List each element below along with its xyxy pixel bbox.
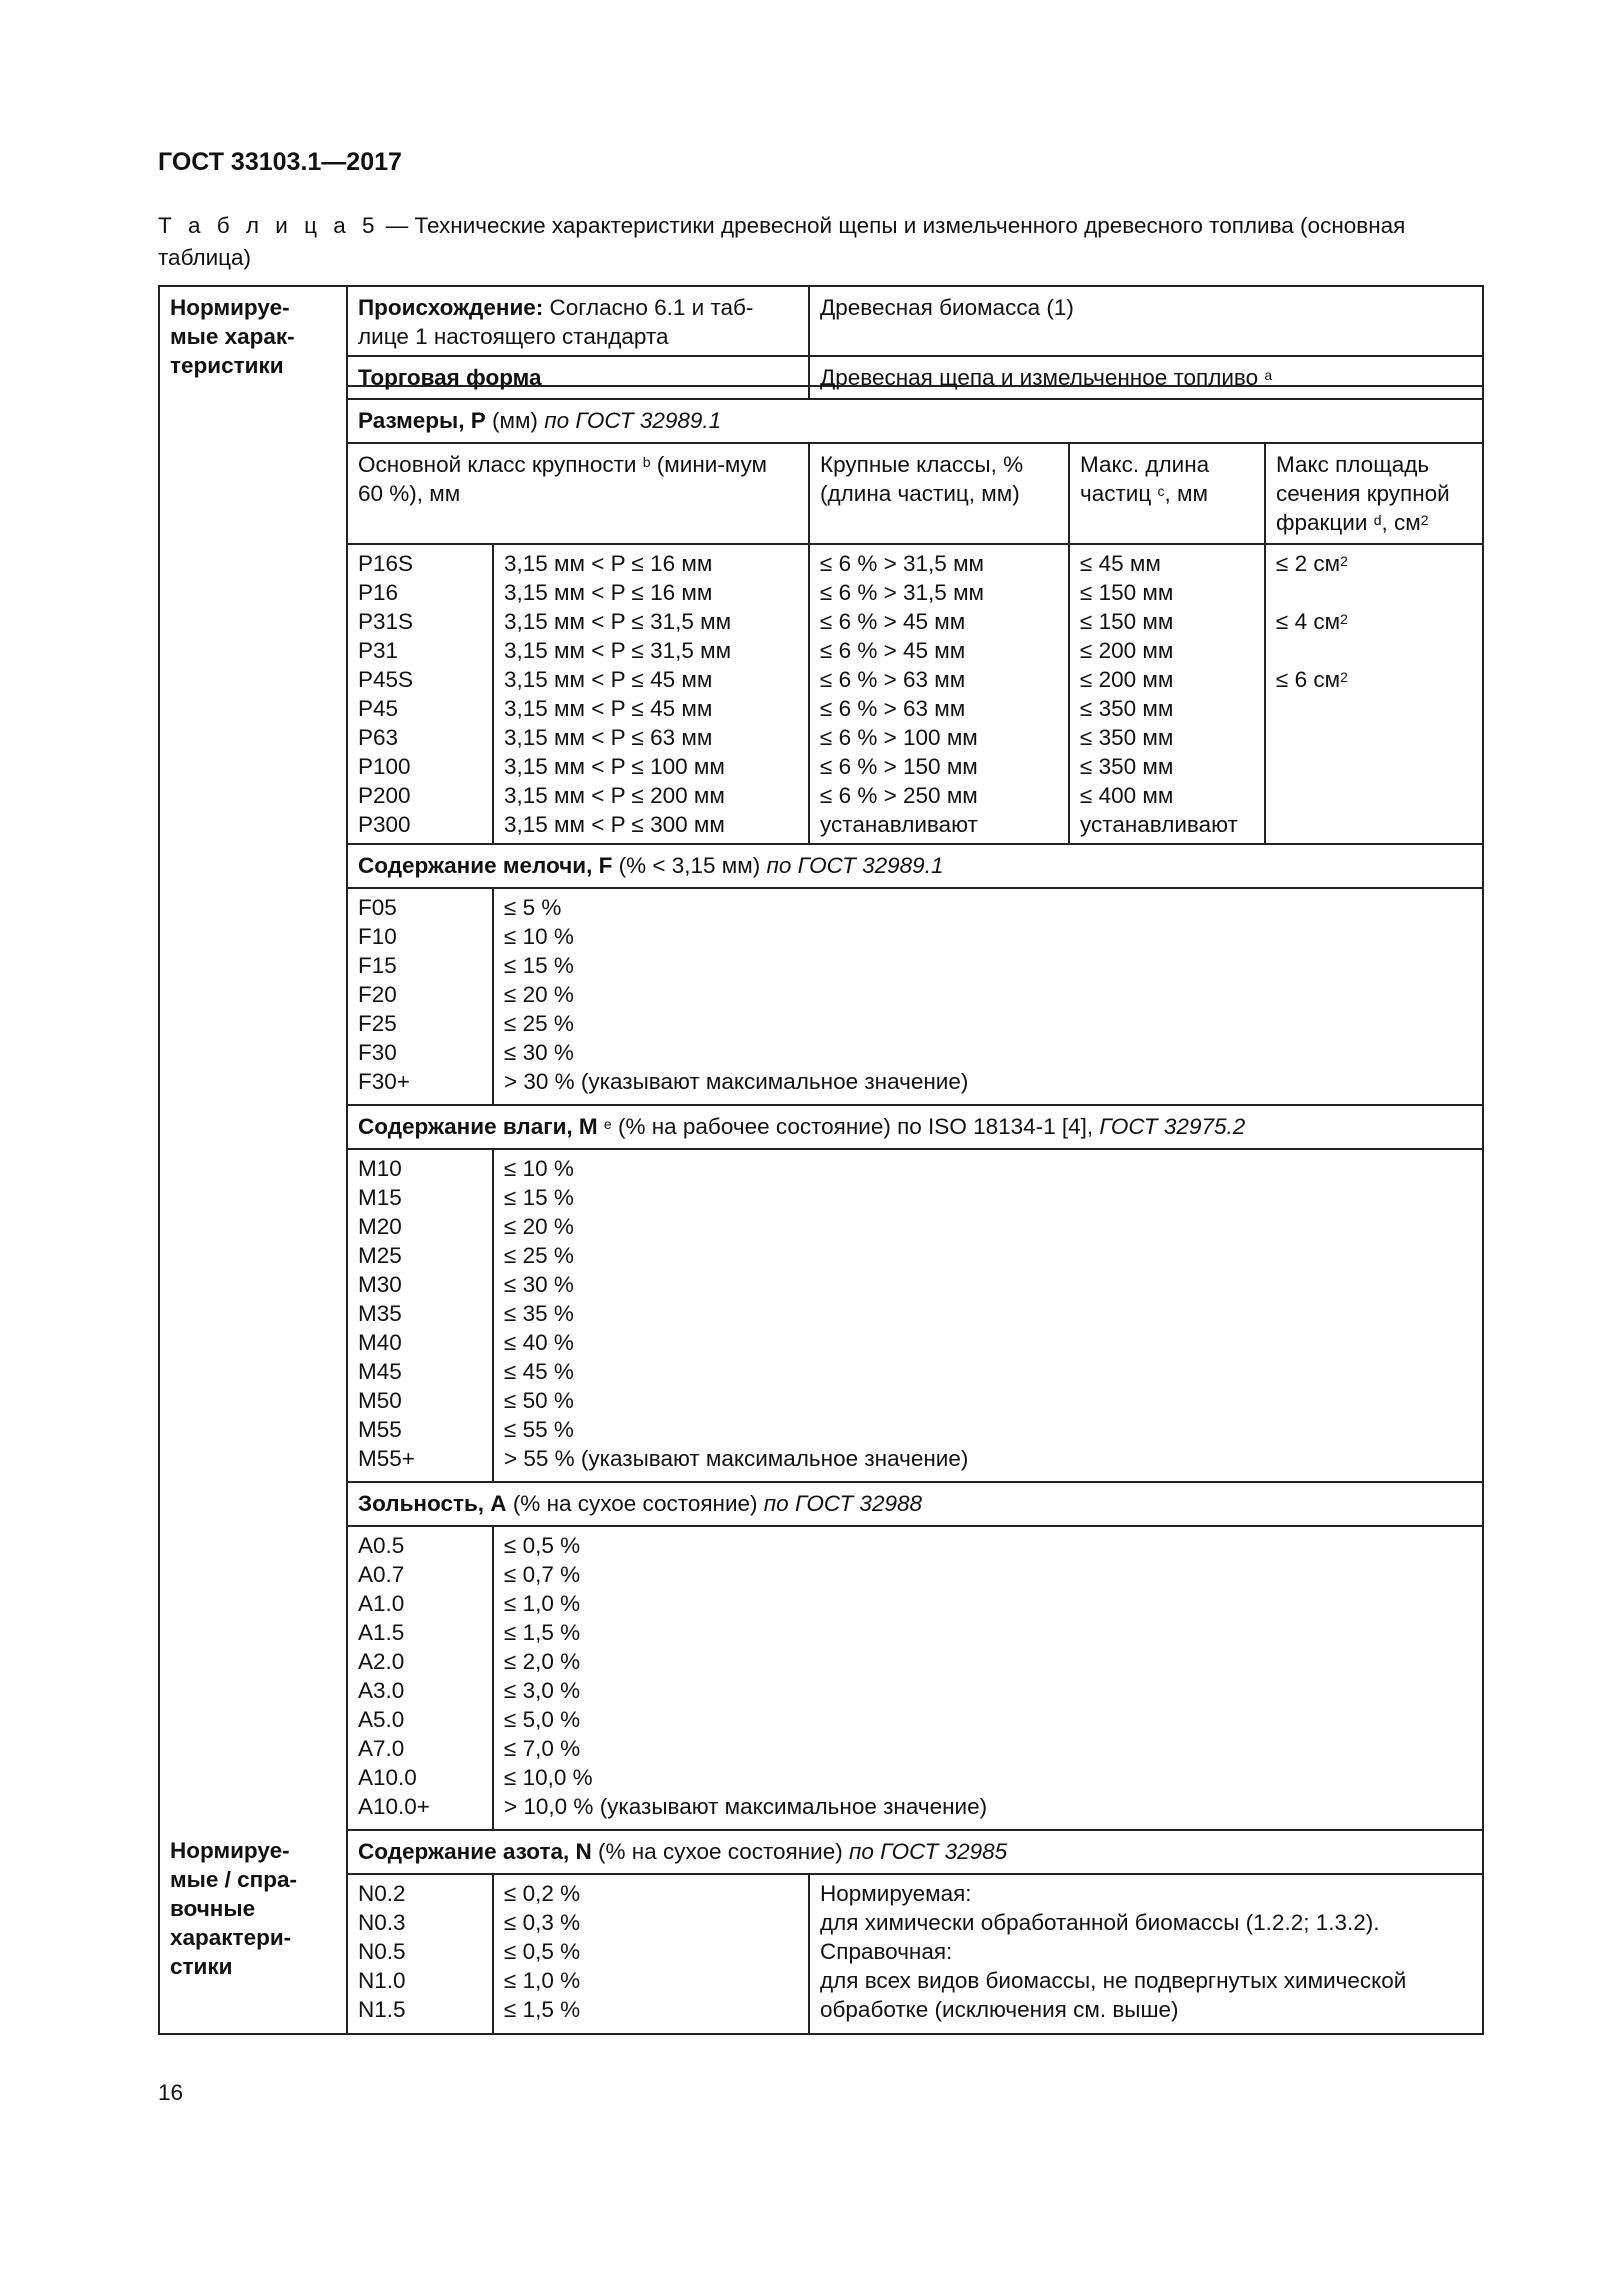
table-row (159, 544, 1483, 844)
h1-sup: b (642, 454, 651, 470)
list-item (504, 752, 798, 781)
list-item (1276, 723, 1472, 752)
list-item (820, 781, 1058, 810)
sq-sup: 2 (1340, 553, 1348, 569)
page-number: 16 (158, 2080, 184, 2105)
sq-sup: 2 (1340, 669, 1348, 685)
list-item (1080, 636, 1254, 665)
list-item (504, 810, 798, 839)
moist-title-standard: ГОСТ 32975.2 (1099, 1114, 1246, 1139)
list-item: A2.0 (358, 1649, 405, 1674)
table-row (159, 1105, 1483, 1149)
list-item (1080, 607, 1254, 636)
side-spacer (159, 443, 347, 544)
list-item (358, 810, 482, 839)
spec-table-body (158, 355, 1484, 2035)
nitro-title-bold: Содержание азота, N (358, 1839, 592, 1864)
list-item (1276, 781, 1472, 810)
list-item: > 10,0 % (указывают максимальное значение) (504, 1794, 988, 1819)
size-cell: ≤ 6 см (1276, 667, 1341, 692)
list-item (820, 665, 1058, 694)
size-cell: 3,15 мм < P ≤ 100 мм (504, 754, 725, 779)
size-col-0 (347, 544, 493, 844)
list-item: A1.5 (358, 1620, 405, 1645)
list-item: для всех видов биомассы, не подвергнутых химической (820, 1968, 1407, 1993)
table-row (159, 1526, 1483, 1830)
list-item (820, 723, 1058, 752)
ash-title-unit: (% на сухое состояние) (506, 1491, 764, 1516)
moist-title-bold: Содержание влаги, М (358, 1114, 604, 1139)
size-col-1 (493, 544, 809, 844)
size-cell: ≤ 400 мм (1080, 783, 1174, 808)
list-item (358, 549, 482, 578)
list-item: M20 (358, 1214, 402, 1239)
list-item: для химически обработанной биомассы (1.2.2; 1.3.2). (820, 1910, 1380, 1935)
list-item: M40 (358, 1330, 402, 1355)
size-header-maxlen (1069, 443, 1265, 544)
side-spacer (159, 1105, 347, 1149)
list-item: A10.0 (358, 1765, 417, 1790)
list-item: ≤ 0,2 % (504, 1881, 581, 1906)
ash-values (493, 1526, 1483, 1830)
size-col-2 (809, 544, 1069, 844)
list-item: > 55 % (указывают максимальное значение) (504, 1446, 969, 1471)
list-item: A5.0 (358, 1707, 405, 1732)
table-row (159, 888, 1483, 1105)
size-cell: ≤ 150 мм (1080, 609, 1174, 634)
table-row (159, 399, 1483, 443)
list-item: ≤ 5 % (504, 895, 562, 920)
list-item: ≤ 0,7 % (504, 1562, 581, 1587)
side-spacer (159, 1482, 347, 1526)
size-cell: 3,15 мм < P ≤ 200 мм (504, 783, 725, 808)
side-spacer (159, 544, 347, 844)
trade-label: Торговая форма (347, 356, 809, 399)
list-item: M55+ (358, 1446, 415, 1471)
h3: Макс. длина частиц (1080, 452, 1210, 506)
list-item (504, 781, 798, 810)
fines-codes (347, 888, 493, 1105)
h4-sup2: 2 (1420, 512, 1429, 528)
document-header: ГОСТ 33103.1—2017 (158, 148, 402, 176)
list-item: M50 (358, 1388, 402, 1413)
size-cell: ≤ 200 мм (1080, 638, 1174, 663)
size-cell: P31S (358, 609, 414, 634)
list-item: F30 (358, 1040, 397, 1065)
list-item: ≤ 5,0 % (504, 1707, 581, 1732)
table-row (159, 1830, 1483, 1874)
side-spacer (159, 888, 347, 1105)
size-cell: ≤ 200 мм (1080, 667, 1174, 692)
list-item (358, 636, 482, 665)
size-cell: P300 (358, 812, 411, 837)
origin-label: Происхождение: (358, 295, 544, 320)
table-caption (158, 210, 1488, 274)
list-item: M35 (358, 1301, 402, 1326)
list-item: M25 (358, 1243, 402, 1268)
side-spacer (159, 399, 347, 443)
list-item: M15 (358, 1185, 402, 1210)
side-spacer (159, 1149, 347, 1482)
list-item (1080, 578, 1254, 607)
caption-text: — Технические характеристики древесной щепы и измельченного древесного топлива (основная таблица) (158, 213, 1406, 270)
list-item (504, 578, 798, 607)
list-item: ≤ 0,5 % (504, 1533, 581, 1558)
size-col-4 (1265, 544, 1483, 844)
list-item (1276, 694, 1472, 723)
list-item: A1.0 (358, 1591, 405, 1616)
list-item: A7.0 (358, 1736, 405, 1761)
list-item (1080, 694, 1254, 723)
list-item (358, 781, 482, 810)
size-cell: P45 (358, 696, 399, 721)
list-item: ≤ 1,5 % (504, 1997, 581, 2022)
size-cell: 3,15 мм < P ≤ 300 мм (504, 812, 725, 837)
size-cell: ≤ 150 мм (1080, 580, 1174, 605)
list-item: N1.0 (358, 1968, 406, 1993)
list-item: ≤ 0,3 % (504, 1910, 581, 1935)
side-spacer (159, 844, 347, 888)
side-label-normed: Нормируе-мые харак-теристики (159, 286, 347, 386)
list-item: N0.5 (358, 1939, 406, 1964)
list-item (358, 694, 482, 723)
list-item: ≤ 30 % (504, 1272, 574, 1297)
h4-end: , см (1381, 510, 1421, 535)
h4: Макс площадь сечения крупной фракции (1276, 452, 1450, 535)
moist-title-unit: (% на рабочее состояние) по ISO 18134-1 [4], (611, 1114, 1100, 1139)
list-item (1080, 781, 1254, 810)
nitro-title-standard: по ГОСТ 32985 (848, 1839, 1008, 1864)
size-header-coarse: Крупные классы, % (длина частиц, мм) (809, 443, 1069, 544)
size-title-unit: (мм) (485, 408, 545, 433)
list-item: ≤ 1,0 % (504, 1968, 581, 1993)
caption-label: Т а б л и ц а 5 (158, 213, 380, 238)
list-item: ≤ 20 % (504, 1214, 574, 1239)
table-row (159, 1874, 1483, 2034)
size-cell: устанавливают (820, 812, 978, 837)
nitro-values (493, 1874, 809, 2034)
size-cell: ≤ 6 % > 63 мм (820, 696, 966, 721)
fines-values (493, 888, 1483, 1105)
size-header-area (1265, 443, 1483, 544)
list-item (1080, 665, 1254, 694)
h3-sup: c (1157, 483, 1165, 499)
list-item: A0.7 (358, 1562, 405, 1587)
list-item (820, 694, 1058, 723)
size-cell: ≤ 6 % > 45 мм (820, 609, 966, 634)
h3-end: , мм (1164, 481, 1208, 506)
list-item: Справочная: (820, 1939, 953, 1964)
size-cell: 3,15 мм < P ≤ 31,5 мм (504, 638, 732, 663)
trade-value-cell (809, 356, 1483, 399)
list-item: ≤ 25 % (504, 1011, 574, 1036)
nitro-title-unit: (% на сухое состояние) (591, 1839, 849, 1864)
side-spacer (159, 356, 347, 399)
moist-codes (347, 1149, 493, 1482)
fines-title-bold: Содержание мелочи, F (358, 853, 613, 878)
list-item: ≤ 0,5 % (504, 1939, 581, 1964)
list-item (820, 636, 1058, 665)
list-item: F10 (358, 924, 397, 949)
nitro-codes (347, 1874, 493, 2034)
list-item: Нормируемая: (820, 1881, 972, 1906)
table-row (159, 1149, 1483, 1482)
size-cell: ≤ 6 % > 45 мм (820, 638, 966, 663)
list-item: M30 (358, 1272, 402, 1297)
list-item (820, 578, 1058, 607)
list-item: ≤ 40 % (504, 1330, 574, 1355)
list-item: ≤ 25 % (504, 1243, 574, 1268)
moist-sup: е (603, 1116, 612, 1132)
table-row (159, 356, 1483, 399)
nitro-notes (809, 1874, 1483, 2034)
list-item: > 30 % (указывают максимальное значение) (504, 1069, 969, 1094)
list-item: ≤ 30 % (504, 1040, 574, 1065)
list-item (1276, 636, 1472, 665)
size-cell: ≤ 350 мм (1080, 696, 1174, 721)
list-item: ≤ 10 % (504, 924, 574, 949)
list-item (504, 723, 798, 752)
list-item: A10.0+ (358, 1794, 430, 1819)
moist-values (493, 1149, 1483, 1482)
sq-sup: 2 (1340, 611, 1348, 627)
list-item (358, 723, 482, 752)
size-header-main (347, 443, 809, 544)
side-label-ref: Нормируе-мые / спра-вочные характери-стики (159, 1830, 347, 2034)
size-cell: P100 (358, 754, 411, 779)
size-title-standard: по ГОСТ 32989.1 (544, 408, 722, 433)
list-item: ≤ 10 % (504, 1156, 574, 1181)
list-item (358, 607, 482, 636)
list-item (1276, 810, 1472, 839)
size-cell: 3,15 мм < P ≤ 63 мм (504, 725, 713, 750)
size-cell: ≤ 6 % > 250 мм (820, 783, 978, 808)
size-cell: P63 (358, 725, 399, 750)
list-item: ≤ 35 % (504, 1301, 574, 1326)
list-item: ≤ 10,0 % (504, 1765, 593, 1790)
list-item: ≤ 2,0 % (504, 1649, 581, 1674)
list-item (1080, 549, 1254, 578)
size-cell: 3,15 мм < P ≤ 16 мм (504, 551, 713, 576)
ash-codes (347, 1526, 493, 1830)
list-item: F20 (358, 982, 397, 1007)
fines-title (347, 844, 1483, 888)
list-item (504, 636, 798, 665)
list-item: обработке (исключения см. выше) (820, 1997, 1179, 2022)
size-cell: 3,15 мм < P ≤ 31,5 мм (504, 609, 732, 634)
list-item (1080, 752, 1254, 781)
list-item: ≤ 45 % (504, 1359, 574, 1384)
size-cell: ≤ 45 мм (1080, 551, 1161, 576)
list-item (504, 549, 798, 578)
size-cell: ≤ 6 % > 63 мм (820, 667, 966, 692)
ash-title-standard: по ГОСТ 32988 (763, 1491, 922, 1516)
trade-value: Древесная щепа и измельченное топливо (820, 365, 1265, 390)
size-cell: P16S (358, 551, 414, 576)
size-cell: P31 (358, 638, 399, 663)
trade-sup: a (1264, 367, 1273, 383)
size-cell: ≤ 6 % > 31,5 мм (820, 580, 985, 605)
size-cell: ≤ 6 % > 100 мм (820, 725, 978, 750)
ash-title (347, 1482, 1483, 1526)
list-item: ≤ 55 % (504, 1417, 574, 1442)
size-cell: ≤ 6 % > 31,5 мм (820, 551, 985, 576)
size-cell: 3,15 мм < P ≤ 45 мм (504, 667, 713, 692)
size-title-bold: Размеры, Р (358, 408, 486, 433)
ash-title-bold: Зольность, А (358, 1491, 507, 1516)
list-item: N0.3 (358, 1910, 406, 1935)
list-item (1276, 665, 1472, 694)
size-cell: устанавливают (1080, 812, 1238, 837)
fines-title-standard: по ГОСТ 32989.1 (766, 853, 944, 878)
size-cell: ≤ 4 см (1276, 609, 1341, 634)
nitro-title (347, 1830, 1483, 1874)
list-item (1276, 607, 1472, 636)
list-item: ≤ 7,0 % (504, 1736, 581, 1761)
size-col-3 (1069, 544, 1265, 844)
list-item: ≤ 1,0 % (504, 1591, 581, 1616)
size-cell: 3,15 мм < P ≤ 16 мм (504, 580, 713, 605)
h4-sup: d (1373, 512, 1382, 528)
list-item (820, 607, 1058, 636)
list-item: F05 (358, 895, 397, 920)
list-item: ≤ 50 % (504, 1388, 574, 1413)
h1: Основной класс крупности (358, 452, 643, 477)
fines-title-unit: (% < 3,15 мм) (612, 853, 767, 878)
size-cell: P45S (358, 667, 414, 692)
origin-value: Древесная биомасса (1) (809, 286, 1483, 386)
list-item: ≤ 20 % (504, 982, 574, 1007)
list-item (1080, 810, 1254, 839)
list-item (1080, 723, 1254, 752)
size-cell: P200 (358, 783, 411, 808)
list-item: ≤ 15 % (504, 953, 574, 978)
list-item (1276, 752, 1472, 781)
list-item (504, 607, 798, 636)
size-cell: P16 (358, 580, 399, 605)
list-item: M55 (358, 1417, 402, 1442)
h1-end: (мини-мум 60 %), мм (358, 452, 768, 506)
list-item: ≤ 1,5 % (504, 1620, 581, 1645)
list-item: ≤ 15 % (504, 1185, 574, 1210)
list-item (1276, 578, 1472, 607)
list-item (820, 810, 1058, 839)
size-cell: ≤ 350 мм (1080, 754, 1174, 779)
side-spacer (159, 1526, 347, 1830)
list-item (358, 752, 482, 781)
size-cell: ≤ 350 мм (1080, 725, 1174, 750)
list-item: A3.0 (358, 1678, 405, 1703)
table-row (159, 443, 1483, 544)
size-cell: 3,15 мм < P ≤ 45 мм (504, 696, 713, 721)
list-item: N1.5 (358, 1997, 406, 2022)
list-item: F25 (358, 1011, 397, 1036)
list-item (504, 694, 798, 723)
list-item (358, 578, 482, 607)
list-item: N0.2 (358, 1881, 406, 1906)
list-item (358, 665, 482, 694)
list-item: F30+ (358, 1069, 410, 1094)
list-item (504, 665, 798, 694)
size-title (347, 399, 1483, 443)
list-item (820, 549, 1058, 578)
size-cell: ≤ 2 см (1276, 551, 1341, 576)
list-item (820, 752, 1058, 781)
list-item: A0.5 (358, 1533, 405, 1558)
list-item: F15 (358, 953, 397, 978)
list-item (1276, 549, 1472, 578)
list-item: M10 (358, 1156, 402, 1181)
origin-text: Согласно 6.1 и таб-лице 1 настоящего стандарта (358, 295, 754, 349)
table-row (159, 844, 1483, 888)
moist-title (347, 1105, 1483, 1149)
table-row (159, 1482, 1483, 1526)
size-cell: ≤ 6 % > 150 мм (820, 754, 978, 779)
list-item: ≤ 3,0 % (504, 1678, 581, 1703)
list-item: M45 (358, 1359, 402, 1384)
